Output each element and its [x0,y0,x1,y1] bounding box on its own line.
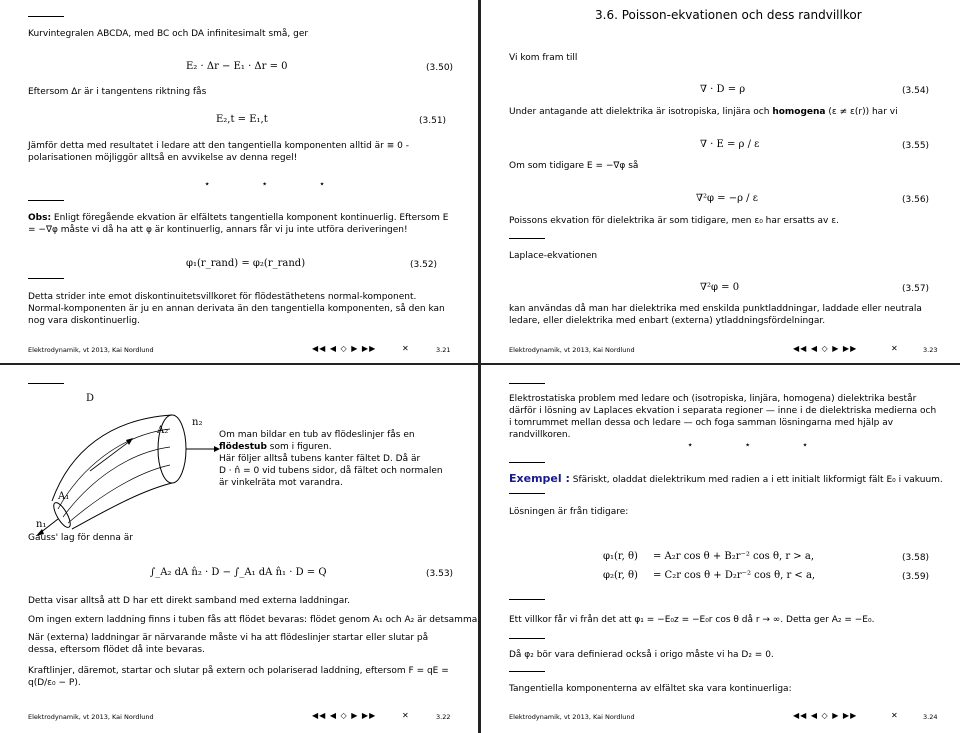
shows-text: Detta visar alltså att D har ett direkt samband med externa laddningar. [28,596,350,606]
separator-stars: ⋆ ⋆ ⋆ [204,179,350,190]
equation-3-53: ∫_A₂ dA n̂₂ · D − ∫_A₁ dA n̂₁ · D = Q [150,567,327,578]
caption-text: Kurvintegralen ABCDA, med BC och DA infinitesimalt små, ger [28,29,309,39]
page-number: 3.24 [923,713,938,721]
section-rule [509,671,545,672]
equation-number: (3.50) [426,63,454,73]
slide-footer: Elektrodynamik, vt 2013, Kai Nordlund [509,346,635,354]
slide-navigation[interactable]: ◀◀ ◀ ◇ ▶ ▶▶ [312,711,377,720]
figure-label-n2: n₂ [192,417,203,428]
intro-text: Vi kom fram till [509,53,578,63]
compare-paragraph: Jämför detta med resultatet i ledare att den tangentiella komponenten alltid är ≡ 0 - polarisationen möjliggör alltså en avvikelse av denna regel! [28,141,409,163]
tube-text-line5: är vinkelräta mot varandra. [219,478,343,488]
equation-3-58-lhs: φ₁(r, θ) [603,551,638,562]
slide-footer: Elektrodynamik, vt 2013, Kai Nordlund [28,713,154,721]
slide-footer: Elektrodynamik, vt 2013, Kai Nordlund [509,713,635,721]
surface-a1 [51,500,74,529]
tangent-text: Eftersom Δr är i tangentens riktning fås [28,87,207,97]
slide-navigation[interactable]: ◀◀ ◀ ◇ ▶ ▶▶ [793,711,858,720]
equation-3-58-rhs: = A₂r cos θ + B₂r⁻² cos θ, r > a, [653,551,815,562]
slide-navigation[interactable]: ◀◀ ◀ ◇ ▶ ▶▶ [793,344,858,353]
tube-text-line4: D · n̂ = 0 vid tubens sidor, då fältet och normalen [219,466,443,476]
assumption-bold: homogena [772,107,826,117]
equation-3-51: E₂,t = E₁,t [216,114,268,125]
slide-footer: Elektrodynamik, vt 2013, Kai Nordlund [28,346,154,354]
tube-text-line3: Här följer alltså tubens kanter fältet D. Då är [219,454,421,464]
field-arrow [90,441,130,471]
equation-number: (3.51) [419,116,447,126]
section-rule [509,493,545,494]
section-rule [28,200,64,201]
equation-number: (3.55) [902,141,930,151]
no-charge-text: Om ingen extern laddning finns i tuben fås att flödet bevaras: flödet genom A₁ och A₂ är detsamma. [28,615,481,625]
section-rule [509,599,545,600]
close-icon[interactable]: ✕ [891,711,899,720]
equation-3-54: ∇ · D = ρ [700,84,746,95]
before-text: Om som tidigare E = −∇φ så [509,161,639,171]
slide-3-21 [0,0,478,362]
solution-intro: Lösningen är från tidigare: [509,507,629,517]
top-rule [28,383,64,384]
equation-number: (3.56) [902,195,930,205]
obs-text: Enligt föregående ekvation är elfältets tangentiella komponent kontinuerlig. Eftersom E = −∇φ måste vi då ha att φ är kontinuerlig, annars får vi ju inte utföra deriveringen! [28,213,449,235]
equation-3-55: ∇ · E = ρ / ε [700,139,760,150]
external-charge-paragraph: När (externa) laddningar är närvarande måste vi ha att flödeslinjer startar eller slutar på dessa, eftersom flödet då inte bevaras. [28,633,429,655]
equation-number: (3.57) [902,284,930,294]
poisson-text: Poissons ekvation för dielektrika är som tidigare, men ε₀ har ersatts av ε. [509,216,839,226]
page-number: 3.21 [436,346,451,354]
assumption-pre: Under antagande att dielektrika är isotropiska, linjära och [509,107,773,117]
origin-text: Då φ₂ bör vara definierad också i origo måste vi ha D₂ = 0. [509,650,774,660]
assumption-text [509,106,898,118]
close-icon[interactable]: ✕ [891,344,899,353]
usage-paragraph: kan användas då man har dielektrika med enskilda punktladdningar, laddade eller neutrala ledare, eller dielektrika med enbart (externa) ytladdningsfördelningar. [509,304,922,326]
equation-3-57: ∇²φ = 0 [700,282,740,293]
equation-number: (3.53) [426,569,454,579]
slide-navigation[interactable]: ◀◀ ◀ ◇ ▶ ▶▶ [312,344,377,353]
section-rule [28,278,64,279]
force-lines-paragraph: Kraftlinjer, däremot, startar och slutar på extern och polariserad laddning, eftersom F = qE = q(D/ε₀ − P). [28,666,449,688]
field-line [58,429,170,509]
flux-tube-figure [30,391,230,541]
figure-label-A1: A₁ [58,491,70,502]
page-number: 3.23 [923,346,938,354]
equation-number: (3.52) [410,260,438,270]
figure-label-n1: n₁ [36,519,47,530]
slide-3-23 [481,0,960,362]
field-line [68,465,170,523]
slide-3-24 [481,369,960,733]
equation-3-50: E₂ · Δr − E₁ · Δr = 0 [186,61,288,72]
laplace-title: Laplace-ekvationen [509,251,598,261]
equation-3-59-lhs: φ₂(r, θ) [603,570,638,581]
gauss-text: Gauss' lag för denna är [28,533,133,543]
intro-paragraph: Elektrostatiska problem med ledare och (isotropiska, linjära, homogena) dielektrika består därför i lösning av Laplaces ekvation i separata regioner — inne i de dielektriska medierna och i tomrummet mellan dessa och ledare — och foga samman lösningarna med hjälp av randvillkoren. [509,394,937,440]
page-number: 3.22 [436,713,451,721]
section-rule [509,238,545,239]
equation-number: (3.59) [902,572,930,582]
equation-number: (3.54) [902,86,930,96]
equation-3-52: φ₁(r_rand) = φ₂(r_rand) [186,258,306,269]
arrowhead [126,438,133,445]
field-line [63,447,170,517]
example-line [509,473,943,486]
close-icon[interactable]: ✕ [402,711,410,720]
equation-3-59-rhs: = C₂r cos θ + D₂r⁻² cos θ, r < a, [653,570,816,581]
example-label: Exempel : [509,472,570,485]
separator-stars: ⋆ ⋆ ⋆ [687,440,833,451]
equation-3-56: ∇²φ = −ρ / ε [696,193,758,204]
obs-label: Obs: [28,213,52,223]
section-heading: 3.6. Poisson-ekvationen och dess randvillkor [595,8,862,22]
top-rule [28,16,64,17]
top-rule [509,383,545,384]
tube-text-line1: Om man bildar en tub av flödeslinjer fås en [219,430,415,440]
slide-3-22 [0,369,481,733]
figure-label-D: D [86,393,95,404]
normal-paragraph: Detta strider inte emot diskontinuitetsvillkoret för flödestäthetens normal-komponent. Normal-komponenten är ju en annan derivata än den tangentiella komponenten, så den kan nog vara diskontinuerlig. [28,292,445,326]
assumption-post: (ε ≠ ε(r)) har vi [825,107,898,117]
section-rule [509,462,545,463]
flodestub-term: flödestub [219,442,267,452]
section-rule [509,638,545,639]
equation-number: (3.58) [902,553,930,563]
figure-label-A2: A₂ [157,425,169,436]
example-text: Sfäriskt, oladdat dielektrikum med radien a i ett initialt likformigt fält E₀ i vakuum. [569,475,943,485]
tube-text-line2 [219,441,332,453]
tangent-text: Tangentiella komponenterna av elfältet ska vara kontinuerliga: [509,684,792,694]
far-field-text: Ett villkor får vi från det att φ₁ = −E₀z = −E₀r cos θ då r → ∞. Detta ger A₂ = −E₀. [509,615,875,625]
close-icon[interactable]: ✕ [402,344,410,353]
tube-text-line2-rest: som i figuren. [266,442,332,452]
obs-paragraph [28,212,452,236]
